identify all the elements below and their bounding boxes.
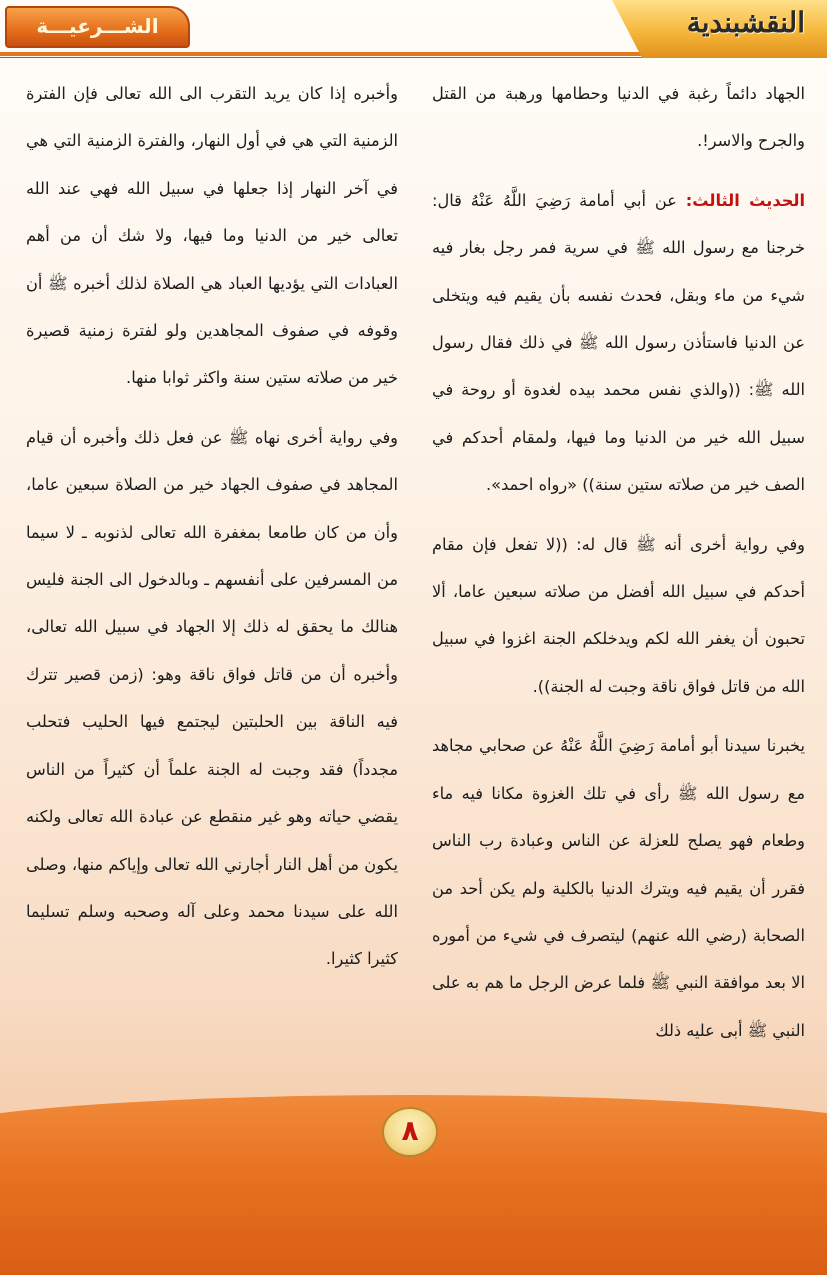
paragraph: الجهاد دائماً رغبة في الدنيا وحطامها ورهبة من القتل والجرح والاسر!. <box>432 84 805 151</box>
hadith-paragraph <box>432 177 805 509</box>
hadith-text: عن أبي أمامة رَضِيَ اللَّهُ عَنْهُ قال: خرجنا مع رسول الله ﷺ في سرية فمر رجل بغار فيه شيء من ماء وبقل، فحدث نفسه بأن يقيم فيه ويتخلى عن الدنيا فاستأذن رسول الله ﷺ في ذلك فقال رسول الله ﷺ: ((والذي نفس محمد بيده لغدوة أو روحة في سبيل الله خير من الدنيا وما فيها، ولمقام أحدكم في الصف خير من صلاته ستين سنة)) «رواه احمد». <box>432 190 805 495</box>
paragraph: يخبرنا سيدنا أبو أمامة رَضِيَ اللَّهُ عَنْهُ عن صحابي مجاهد مع رسول الله ﷺ رأى في تلك الغزوة مكانا فيه ماء وطعام فهو يصلح للعزلة عن الناس وعبادة رب الناس فقرر أن يقيم فيه ويترك الدنيا بالكلية ولم يكن أحد من الصحابة (رضي الله عنهم) ليتصرف في شيء من أموره الا بعد موافقة النبي ﷺ فلما عرض الرجل ما هم به على النبي ﷺ أبى عليه ذلك <box>432 736 805 1040</box>
magazine-title: النقشبندية <box>686 6 805 39</box>
page-number: ٨ <box>382 1107 438 1157</box>
section-tab <box>5 6 190 48</box>
paragraph: وأخبره إذا كان يريد التقرب الى الله تعالى فإن الفترة الزمنية التي هي في أول النهار، والفترة الزمنية التي هي في آخر النهار إذا جعلها في سبيل الله فهي عند الله تعالى خير من الدنيا وما فيها، ولا شك أن من أهم العبادات التي يؤديها العباد هي الصلاة لذلك أخبره ﷺ أن وقوفه في صفوف المجاهدين ولو لفترة زمنية قصيرة خير من صلاته ستين سنة واكثر ثوابا منها. <box>26 84 398 388</box>
page-header <box>0 0 827 64</box>
right-column <box>432 70 805 1066</box>
left-column <box>26 70 398 995</box>
hadith-label: الحديث الثالث: <box>685 190 805 210</box>
paragraph: وفي رواية أخرى نهاه ﷺ عن فعل ذلك وأخبره أن قيام المجاهد في صفوف الجهاد خير من الصلاة سبعين عاما، وأن من كان طامعا بمغفرة الله تعالى لذنوبه ـ لا سيما من المسرفين على أنفسهم ـ وبالدخول الى الجنة فليس هنالك ما يحقق له ذلك إلا الجهاد في سبيل الله تعالى، وأخبره أن من قاتل فواق ناقة وهو: (زمن قصير تترك فيه الناقة بين الحلبتين ليجتمع فيها الحليب فتحلب مجدداً) فقد وجبت له الجنة علماً أن كثيراً من الناس يقضي حياته وهو غير منقطع عن عبادة الله تعالى ولكنه يكون من أهل النار أجارني الله تعالى وإياكم منها، وصلى الله على سيدنا محمد وعلى آله وصحبه وسلم تسليما كثيرا كثيرا. <box>26 427 398 969</box>
page-footer <box>0 1080 827 1169</box>
paragraph: وفي رواية أخرى أنه ﷺ قال له: ((لا تفعل فإن مقام أحدكم في سبيل الله أفضل من صلاته سبعين عاما، ألا تحبون أن يغفر الله لكم ويدخلكم الجنة اغزوا في سبيل الله من قاتل فواق ناقة وجبت له الجنة)). <box>432 534 805 696</box>
section-title: الشـــرعيـــة <box>36 14 159 38</box>
